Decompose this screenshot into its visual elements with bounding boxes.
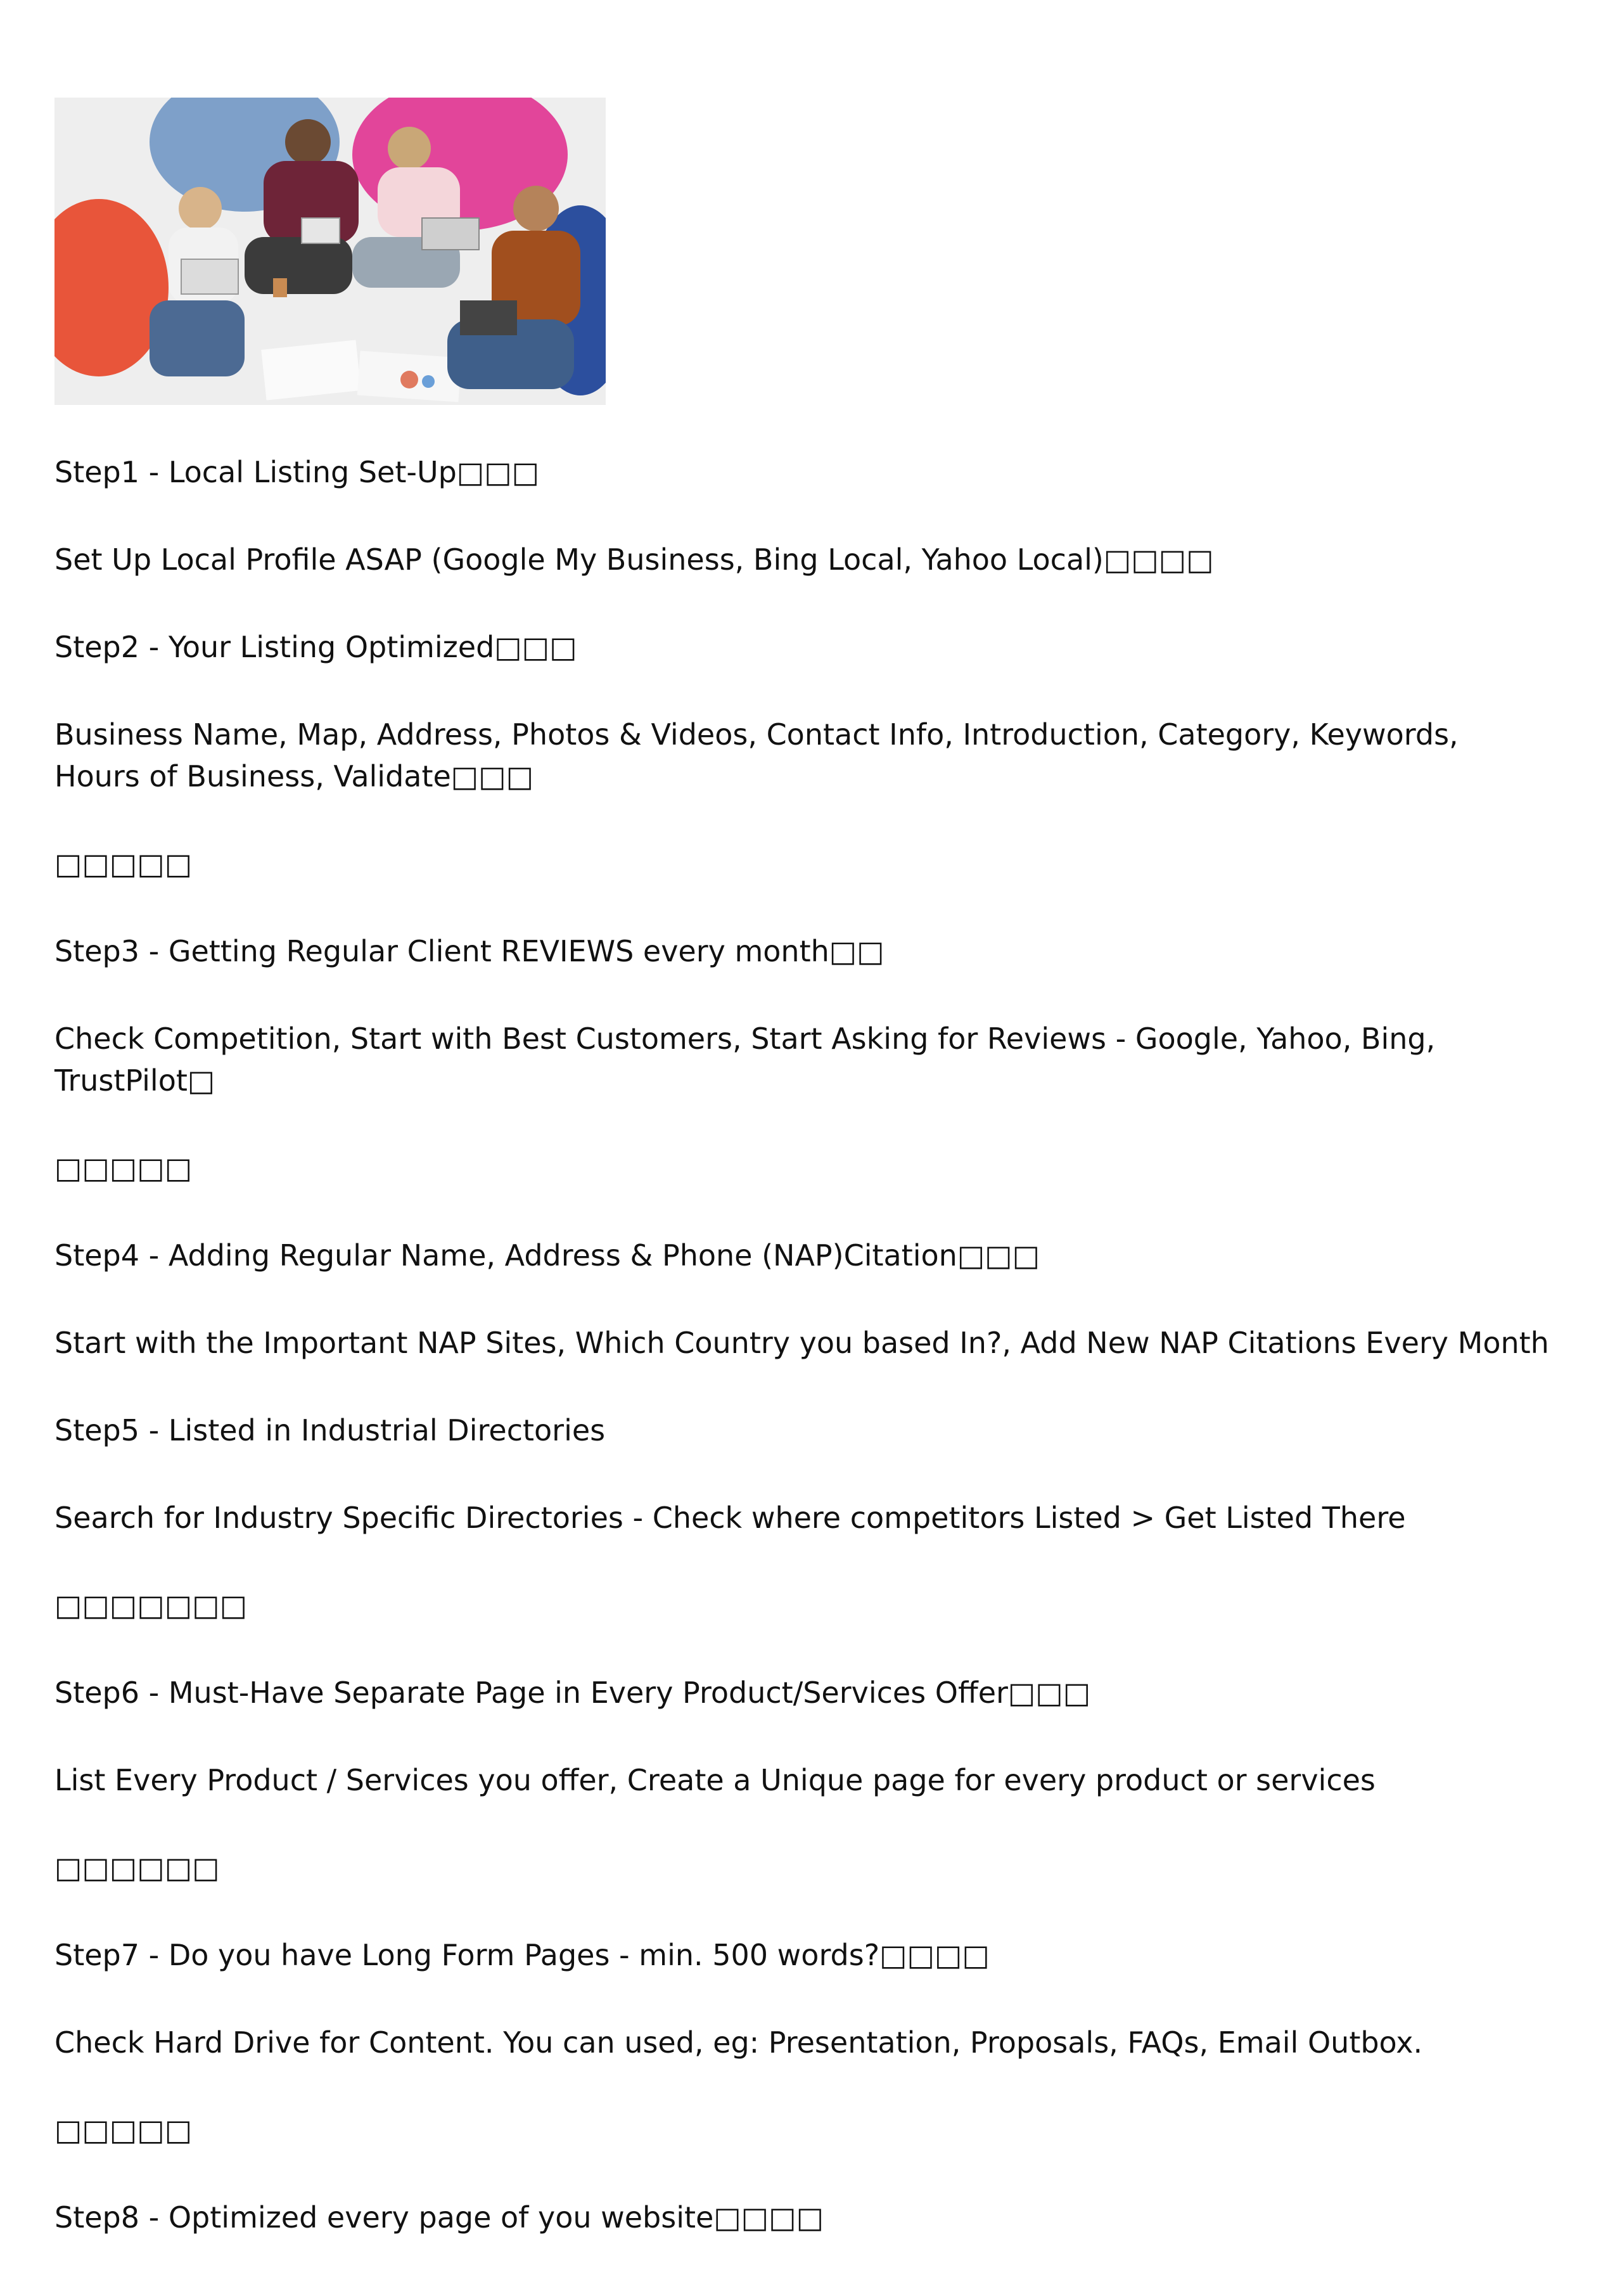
step5-heading: Step5 - Listed in Industrial Directories (54, 1413, 606, 1447)
step7-body: Check Hard Drive for Content. You can used, eg: Presentation, Proposals, FAQs, Email Outbox. (54, 2025, 1423, 2060)
step6-body: List Every Product / Services you offer, Create a Unique page for every product or services (54, 1763, 1376, 1797)
step7-heading: Step7 - Do you have Long Form Pages - min. 500 words?□□□□ (54, 1938, 990, 1972)
step1-heading: Step1 - Local Listing Set-Up□□□ (54, 455, 540, 489)
step4-heading: Step4 - Adding Regular Name, Address & Phone (NAP)Citation□□□ (54, 1238, 1040, 1273)
step4-body: Start with the Important NAP Sites, Which Country you based In?, Add New NAP Citations Every Month (54, 1326, 1549, 1360)
glyph-line: □□□□□ (54, 2113, 193, 2147)
step1-body: Set Up Local Profile ASAP (Google My Business, Bing Local, Yahoo Local)□□□□ (54, 542, 1214, 577)
glyph-line: □□□□□ (54, 1151, 193, 1185)
step2-body: Business Name, Map, Address, Photos & Videos, Contact Info, Introduction, Category, Keywords, Hours of Business, Validate□□□ (54, 717, 1468, 793)
step6-heading: Step6 - Must-Have Separate Page in Every Product/Services Offer□□□ (54, 1676, 1091, 1710)
step5-body: Search for Industry Specific Directories - Check where competitors Listed > Get Listed There (54, 1501, 1406, 1535)
step8-heading: Step8 - Optimized every page of you website□□□□ (54, 2200, 824, 2235)
glyph-line: □□□□□□□ (54, 1588, 248, 1622)
glyph-line: □□□□□ (54, 847, 193, 881)
team-photo-icon (54, 98, 606, 405)
glyph-line: □□□□□□ (54, 1850, 220, 1885)
document-content (54, 451, 1575, 2238)
team-photo (54, 98, 606, 405)
step3-body: Check Competition, Start with Best Customers, Start Asking for Reviews - Google, Yahoo, Bing, TrustPilot□ (54, 1022, 1445, 1098)
step3-heading: Step3 - Getting Regular Client REVIEWS every month□□ (54, 934, 884, 968)
step2-heading: Step2 - Your Listing Optimized□□□ (54, 630, 577, 664)
